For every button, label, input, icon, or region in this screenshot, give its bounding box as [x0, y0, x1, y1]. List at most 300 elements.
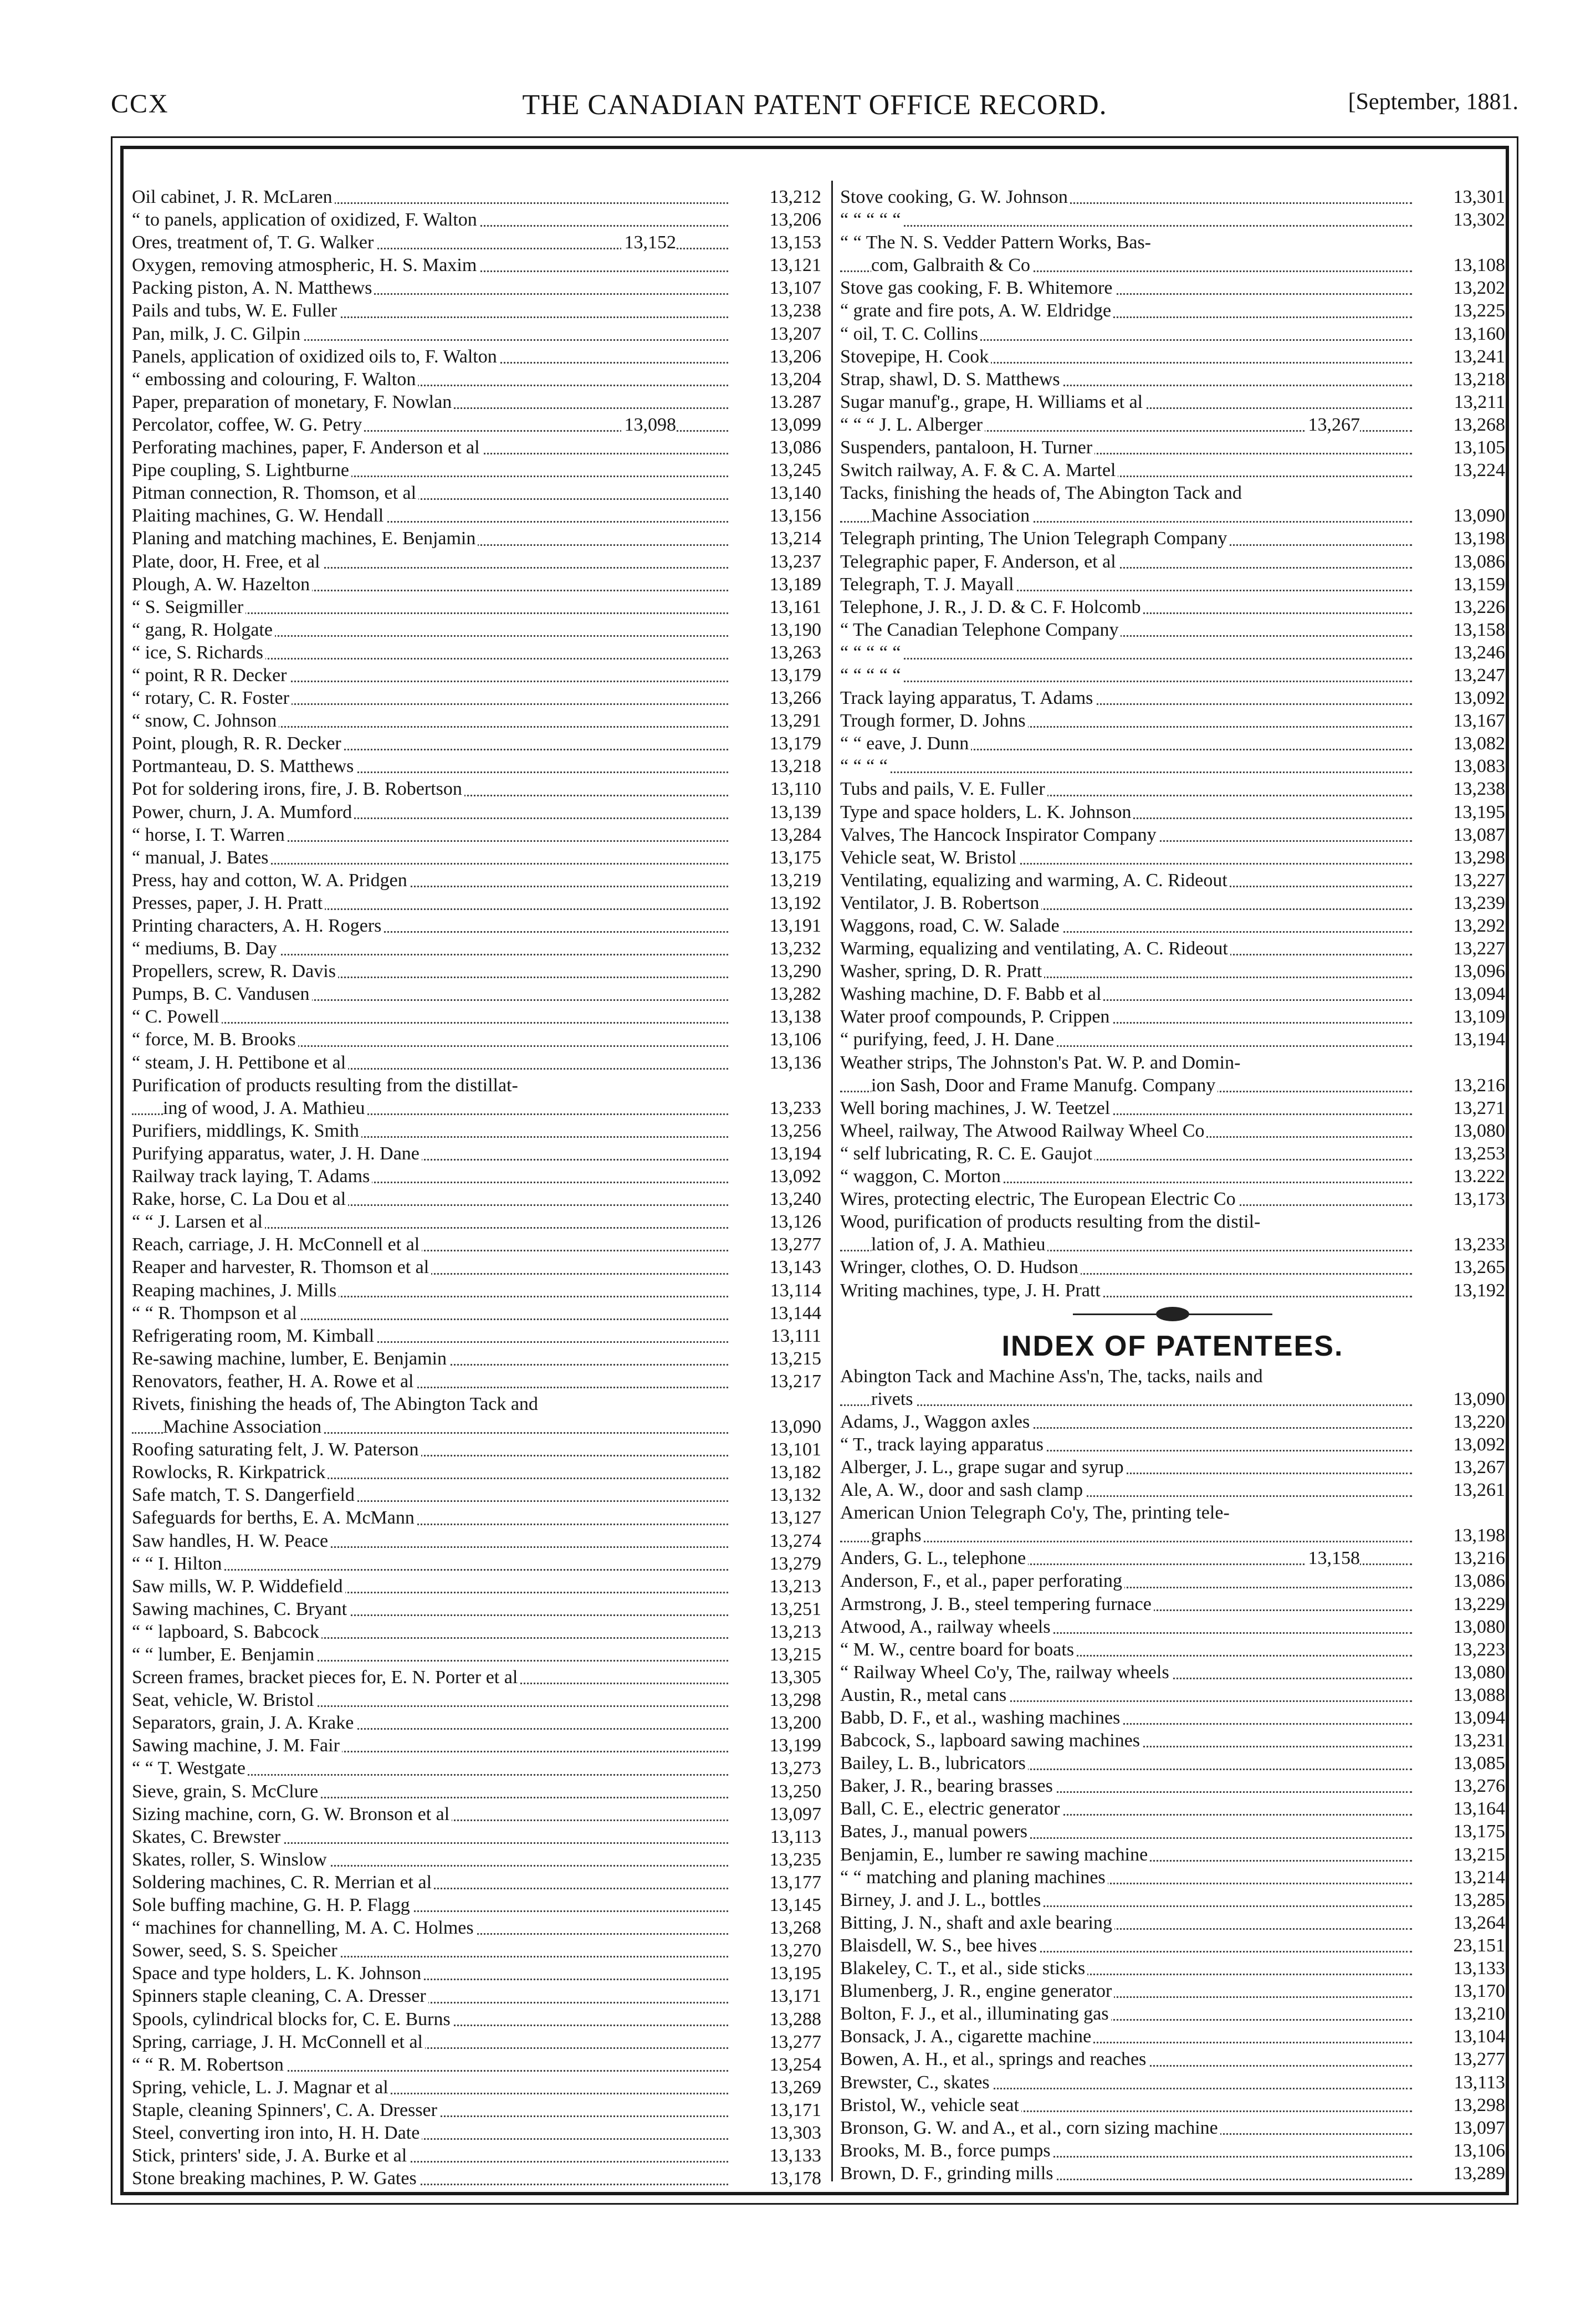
entry-text: Baker, J. R., bearing brasses — [840, 1776, 1055, 1796]
entry-text: Skates, roller, S. Winslow — [132, 1849, 329, 1870]
dot-leader — [840, 1541, 1412, 1542]
patent-number: 13,202 — [1416, 277, 1505, 299]
index-entry — [132, 369, 821, 391]
entry-text: “ point, R R. Decker — [132, 665, 289, 686]
index-entry — [132, 1393, 821, 1416]
index-entry — [840, 1479, 1505, 1502]
patent-number: 13,145 — [733, 1894, 821, 1916]
entry-text: Stick, printers' side, J. A. Burke et al — [132, 2145, 409, 2166]
dot-leader — [840, 771, 1412, 773]
patent-number: 13,282 — [733, 983, 821, 1005]
entry-text: “ rotary, C. R. Foster — [132, 688, 291, 708]
patent-number: 13,087 — [1416, 824, 1505, 846]
entry-text: Alberger, J. L., grape sugar and syrup — [840, 1457, 1126, 1478]
patent-number: 13,241 — [1416, 346, 1505, 368]
index-entry — [132, 1644, 821, 1667]
patent-number: 13,195 — [733, 1962, 821, 1985]
index-entry — [132, 824, 821, 847]
index-entry — [132, 1917, 821, 1940]
entry-extra-number: 13,158 — [1305, 1547, 1360, 1570]
patent-number: 13,097 — [1416, 2117, 1505, 2139]
patent-number: 13,096 — [1416, 960, 1505, 983]
patent-number: 13,247 — [1416, 665, 1505, 687]
patent-number: 13,206 — [733, 209, 821, 231]
entry-text: lation of, J. A. Mathieu — [871, 1234, 1047, 1255]
patent-number: 13,215 — [733, 1644, 821, 1666]
index-entry — [132, 437, 821, 459]
patent-number: 13,250 — [733, 1781, 821, 1803]
patent-number: 13,277 — [1416, 2048, 1505, 2071]
entry-text: Pan, milk, J. C. Gilpin — [132, 324, 303, 344]
entry-text: Railway track laying, T. Adams — [132, 1166, 372, 1187]
patent-number: 13,289 — [1416, 2163, 1505, 2185]
index-entry — [132, 960, 821, 983]
entry-text: “ waggon, C. Morton — [840, 1166, 1003, 1187]
entry-text: Brooks, M. B., force pumps — [840, 2140, 1053, 2161]
index-entry — [840, 983, 1505, 1006]
patent-number: 13,264 — [1416, 1912, 1505, 1934]
index-entry — [132, 1166, 821, 1188]
patent-number: 13,266 — [733, 687, 821, 709]
index-entry — [132, 1985, 821, 2008]
entry-text: Screen frames, bracket pieces for, E. N. Porter et al — [132, 1667, 520, 1688]
index-entry — [840, 1052, 1505, 1075]
index-entry — [132, 277, 821, 300]
index-entry — [840, 1525, 1505, 1547]
index-entry — [132, 642, 821, 665]
entry-text: Packing piston, A. N. Matthews — [132, 278, 374, 298]
entry-text: Reaping machines, J. Mills — [132, 1280, 339, 1301]
entry-text: Rowlocks, R. Kirkpatrick — [132, 1462, 328, 1483]
index-entry — [132, 300, 821, 323]
entry-text: “ grate and fire pots, A. W. Eldridge — [840, 300, 1113, 321]
index-entry — [132, 209, 821, 232]
index-entry — [840, 1097, 1505, 1120]
entry-text: Sawing machines, C. Bryant — [132, 1599, 349, 1619]
entry-text: “ “ The N. S. Vedder Pattern Works, Bas- — [840, 232, 1153, 253]
patent-number: 13,113 — [733, 1826, 821, 1848]
entry-extra-number: 13,098 — [621, 414, 677, 436]
entry-text: Pot for soldering irons, fire, J. B. Robertson — [132, 779, 464, 799]
entry-text: Rake, horse, C. La Dou et al — [132, 1189, 348, 1209]
entry-text: “ steam, J. H. Pettibone et al — [132, 1052, 348, 1073]
index-entry — [840, 1844, 1505, 1867]
patent-number: 13,213 — [733, 1621, 821, 1643]
entry-text: “ T., track laying apparatus — [840, 1434, 1046, 1455]
index-entry — [132, 1006, 821, 1029]
entry-text: Refrigerating room, M. Kimball — [132, 1326, 376, 1346]
index-entry — [132, 1849, 821, 1872]
entry-text: Saw handles, H. W. Peace — [132, 1531, 330, 1551]
index-entry — [840, 1593, 1505, 1616]
entry-text: “ M. W., centre board for boats — [840, 1639, 1076, 1660]
index-entry — [840, 710, 1505, 733]
index-entry — [840, 391, 1505, 414]
index-entry — [132, 1962, 821, 1985]
index-entry — [840, 1912, 1505, 1935]
index-entry — [840, 755, 1505, 778]
entry-text: Sieve, grain, S. McClure — [132, 1781, 320, 1802]
patent-number: 13,292 — [1416, 915, 1505, 937]
patent-number: 13,298 — [1416, 2094, 1505, 2117]
patent-number: 13,235 — [733, 1849, 821, 1871]
index-entry — [132, 938, 821, 960]
index-entry — [840, 2003, 1505, 2026]
entry-text: Presses, paper, J. H. Pratt — [132, 893, 325, 913]
index-entry — [132, 1075, 821, 1097]
patent-number: 13,199 — [733, 1735, 821, 1757]
index-entry — [840, 1980, 1505, 2003]
patent-number: 13,238 — [733, 300, 821, 322]
patent-number: 13,218 — [1416, 369, 1505, 391]
entry-text: Plate, door, H. Free, et al — [132, 551, 323, 572]
patent-number: 13,136 — [733, 1052, 821, 1074]
index-entry — [132, 232, 821, 254]
entry-text: “ self lubricating, R. C. E. Gaujot — [840, 1143, 1094, 1164]
patent-number: 13,086 — [1416, 551, 1505, 573]
patent-number: 13,256 — [733, 1120, 821, 1142]
entry-text: Babb, D. F., et al., washing machines — [840, 1708, 1122, 1728]
patent-number: 13,284 — [733, 824, 821, 846]
entry-extra-number: 13,267 — [1305, 414, 1360, 436]
patentees-index — [840, 1366, 1505, 2185]
patent-number: 13,080 — [1416, 1120, 1505, 1142]
index-entry — [840, 687, 1505, 710]
entry-text: Anderson, F., et al., paper perforating — [840, 1571, 1124, 1591]
ornament-divider — [840, 1302, 1505, 1327]
patent-number: 13,143 — [733, 1256, 821, 1279]
entry-text: “ “ “ “ “ — [840, 209, 903, 230]
index-entry — [840, 596, 1505, 619]
index-entry — [132, 1097, 821, 1120]
entry-text: Strap, shawl, D. S. Matthews — [840, 369, 1062, 390]
patent-number: 13,211 — [1416, 391, 1505, 413]
index-entry — [840, 1120, 1505, 1143]
patent-number: 13.287 — [733, 391, 821, 413]
index-entry — [132, 574, 821, 596]
entry-text: Bronson, G. W. and A., et al., corn sizing machine — [840, 2118, 1220, 2138]
entry-text: “ The Canadian Telephone Company — [840, 620, 1121, 640]
right-column-index — [840, 186, 1505, 1302]
patent-number: 13,269 — [733, 2077, 821, 2099]
entry-text: Propellers, screw, R. Davis — [132, 961, 338, 982]
patent-number: 13,204 — [733, 369, 821, 391]
entry-text: Telegraph printing, The Union Telegraph Company — [840, 528, 1229, 549]
entry-text: Stove gas cooking, F. B. Whitemore — [840, 278, 1115, 298]
index-entry — [132, 323, 821, 346]
entry-text: Portmanteau, D. S. Matthews — [132, 756, 356, 776]
entry-text: Brewster, C., skates — [840, 2072, 992, 2093]
patent-number: 13,227 — [1416, 938, 1505, 960]
patent-number: 13,231 — [1416, 1730, 1505, 1752]
entry-text: Valves, The Hancock Inspirator Company — [840, 825, 1159, 845]
entry-text: Plough, A. W. Hazelton — [132, 574, 312, 595]
patent-number: 13,127 — [733, 1507, 821, 1529]
index-entry — [840, 254, 1505, 277]
index-entry — [840, 915, 1505, 938]
patent-number: 13,263 — [733, 642, 821, 664]
index-entry — [132, 1302, 821, 1325]
patent-number: 13,212 — [733, 186, 821, 208]
patent-number: 13,140 — [733, 482, 821, 504]
patent-number: 13,285 — [1416, 1889, 1505, 1911]
patent-number: 13,082 — [1416, 733, 1505, 755]
patent-number: 13,215 — [1416, 1844, 1505, 1866]
entry-text: Purifying apparatus, water, J. H. Dane — [132, 1143, 422, 1164]
patent-number: 13,105 — [1416, 437, 1505, 459]
entry-text: “ “ J. Larsen et al — [132, 1212, 265, 1232]
patent-number: 13,195 — [1416, 801, 1505, 824]
index-entry — [132, 1052, 821, 1075]
patent-number: 13,274 — [733, 1530, 821, 1552]
patent-number: 13,261 — [1416, 1479, 1505, 1501]
entry-text: Purification of products resulting from the distillat- — [132, 1075, 520, 1096]
entry-text: Adams, J., Waggon axles — [840, 1412, 1032, 1432]
entry-text: Sole buffing machine, G. H. P. Flagg — [132, 1895, 412, 1915]
patent-number: 13,218 — [733, 755, 821, 778]
index-entry — [132, 687, 821, 710]
patent-number: 13,276 — [1416, 1775, 1505, 1797]
patent-number: 13,267 — [1416, 1456, 1505, 1479]
index-entry — [840, 1935, 1505, 1957]
index-entry — [840, 551, 1505, 574]
patent-number: 13,239 — [1416, 892, 1505, 914]
patent-number: 13,305 — [733, 1667, 821, 1689]
entry-text: Telephone, J. R., J. D. & C. F. Holcomb — [840, 597, 1143, 617]
patent-number: 13,121 — [733, 254, 821, 277]
patent-number: 13,198 — [1416, 1525, 1505, 1547]
patent-number: 13,090 — [1416, 1388, 1505, 1410]
patent-number: 23,151 — [1416, 1935, 1505, 1957]
entry-text: ion Sash, Door and Frame Manufg. Company — [871, 1075, 1218, 1096]
patent-number: 13,107 — [733, 277, 821, 299]
index-entry — [840, 1889, 1505, 1912]
entry-text: Tacks, finishing the heads of, The Abington Tack and — [840, 483, 1244, 503]
index-entry — [132, 778, 821, 801]
index-entry — [840, 1616, 1505, 1639]
patent-number: 13,086 — [733, 437, 821, 459]
patent-number: 13,232 — [733, 938, 821, 960]
index-entry — [840, 232, 1505, 254]
index-entry — [132, 596, 821, 619]
entry-text: Bowen, A. H., et al., springs and reaches — [840, 2049, 1148, 2069]
index-entry — [132, 710, 821, 733]
index-entry — [132, 755, 821, 778]
entry-text: Washer, spring, D. R. Pratt — [840, 961, 1044, 982]
index-entry — [840, 1411, 1505, 1434]
index-entry — [840, 778, 1505, 801]
patent-number: 13,217 — [733, 1371, 821, 1393]
patent-number: 13,226 — [1416, 596, 1505, 619]
patent-number: 13,161 — [733, 596, 821, 619]
index-entry — [840, 323, 1505, 346]
index-entry — [840, 1684, 1505, 1707]
patent-number: 13,144 — [733, 1302, 821, 1325]
index-entry — [840, 1188, 1505, 1211]
entry-text: Babcock, S., lapboard sawing machines — [840, 1730, 1142, 1751]
patent-number: 13,175 — [1416, 1821, 1505, 1843]
index-entry — [132, 482, 821, 505]
index-entry — [132, 2077, 821, 2099]
index-entry — [840, 824, 1505, 847]
entry-text: Pipe coupling, S. Lightburne — [132, 460, 351, 481]
index-entry — [840, 1211, 1505, 1234]
patent-number: 13,090 — [1416, 505, 1505, 527]
patent-number: 13,083 — [1416, 755, 1505, 778]
index-entry — [132, 1530, 821, 1553]
patent-number: 13,246 — [1416, 642, 1505, 664]
index-entry — [840, 1166, 1505, 1188]
patent-number: 13,290 — [733, 960, 821, 983]
index-entry — [132, 1826, 821, 1849]
index-entry — [840, 459, 1505, 482]
patent-number: 13,192 — [1416, 1280, 1505, 1302]
entry-text: graphs — [871, 1525, 924, 1546]
patent-number: 13,229 — [1416, 1593, 1505, 1616]
patent-number: 13,302 — [1416, 209, 1505, 231]
index-entry — [132, 1461, 821, 1484]
patent-number: 13,159 — [1416, 574, 1505, 596]
patent-number: 13,216 — [1416, 1075, 1505, 1097]
index-entry — [840, 892, 1505, 915]
publication-title: THE CANADIAN PATENT OFFICE RECORD. — [522, 89, 1107, 121]
entry-text: Trough former, D. Johns — [840, 711, 1028, 731]
index-entry — [132, 1256, 821, 1279]
index-entry — [132, 2008, 821, 2031]
index-entry — [132, 847, 821, 870]
entry-text: Oxygen, removing atmospheric, H. S. Maxim — [132, 255, 479, 275]
index-entry — [840, 1006, 1505, 1029]
index-entry — [132, 2145, 821, 2168]
entry-text: Press, hay and cotton, W. A. Pridgen — [132, 870, 410, 891]
dot-leader — [840, 658, 1412, 660]
index-entry — [840, 209, 1505, 232]
patent-number: 13,175 — [733, 847, 821, 869]
entry-text: Atwood, A., railway wheels — [840, 1617, 1053, 1637]
patent-number: 13,233 — [733, 1097, 821, 1120]
index-entry — [840, 847, 1505, 870]
entry-text: Vehicle seat, W. Bristol — [840, 847, 1019, 868]
index-entry — [132, 1211, 821, 1234]
index-entry — [132, 1325, 821, 1348]
patent-number: 13,167 — [1416, 710, 1505, 732]
right-column — [840, 186, 1505, 2185]
index-entry — [840, 801, 1505, 824]
index-entry — [132, 1143, 821, 1166]
patent-number: 13,106 — [733, 1029, 821, 1051]
entry-text: Stove cooking, G. W. Johnson — [840, 187, 1070, 207]
entry-extra-number: 13,152 — [621, 232, 677, 254]
index-entry — [840, 619, 1505, 642]
patent-number: 13,088 — [1416, 1684, 1505, 1706]
patent-number: 13,109 — [1416, 1006, 1505, 1028]
patent-number: 13,106 — [1416, 2140, 1505, 2162]
index-entry — [132, 1667, 821, 1689]
entry-text: Purifiers, middlings, K. Smith — [132, 1121, 361, 1141]
patent-number: 13,268 — [733, 1917, 821, 1939]
entry-text: “ “ “ “ “ — [840, 642, 903, 663]
patent-number: 13,101 — [733, 1439, 821, 1461]
entry-text: “ ice, S. Richards — [132, 642, 265, 663]
index-entry — [840, 1256, 1505, 1279]
patent-number: 13,133 — [1416, 1957, 1505, 1980]
entry-text: com, Galbraith & Co — [871, 255, 1032, 275]
entry-text: Stone breaking machines, P. W. Gates — [132, 2168, 419, 2189]
index-entry — [840, 277, 1505, 300]
entry-text: “ force, M. B. Brooks — [132, 1029, 298, 1050]
entry-text: Sawing machine, J. M. Fair — [132, 1735, 342, 1756]
patent-number: 13,189 — [733, 574, 821, 596]
entry-text: “ “ lapboard, S. Babcock — [132, 1622, 321, 1642]
entry-text: Panels, application of oxidized oils to, F. Walton — [132, 346, 499, 367]
index-entry — [840, 2094, 1505, 2117]
patent-number: 13,214 — [733, 528, 821, 550]
entry-text: Oil cabinet, J. R. McLaren — [132, 187, 335, 207]
index-entry — [132, 1234, 821, 1256]
patent-number: 13,164 — [1416, 1798, 1505, 1820]
index-entry — [840, 1366, 1505, 1388]
entry-text: Weather strips, The Johnston's Pat. W. P. and Domin- — [840, 1052, 1242, 1073]
entry-text: “ oil, T. C. Collins — [840, 324, 980, 344]
patent-number: 13,114 — [733, 1280, 821, 1302]
index-entry — [132, 346, 821, 369]
entry-text: Staple, cleaning Spinners', C. A. Dresser — [132, 2100, 439, 2120]
index-entry — [132, 1621, 821, 1644]
index-entry — [840, 2048, 1505, 2071]
page-number: CCX — [111, 89, 169, 119]
patent-number: 13,179 — [733, 733, 821, 755]
entry-text: Well boring machines, J. W. Teetzel — [840, 1098, 1112, 1118]
patent-number: 13,171 — [733, 1985, 821, 2007]
index-entry — [132, 1280, 821, 1302]
patent-number: 13,215 — [733, 1348, 821, 1370]
index-entry — [840, 1075, 1505, 1097]
entry-text: “ snow, C. Johnson — [132, 711, 279, 731]
index-entry — [840, 1730, 1505, 1752]
index-entry — [132, 1439, 821, 1461]
entry-text: Skates, C. Brewster — [132, 1827, 283, 1847]
entry-text: Wood, purification of products resulting from the distil- — [840, 1212, 1262, 1232]
index-entry — [840, 1752, 1505, 1775]
entry-text: Re-sawing machine, lumber, E. Benjamin — [132, 1348, 449, 1369]
index-entry — [840, 300, 1505, 323]
index-entry — [840, 2117, 1505, 2140]
patent-number: 13,092 — [1416, 687, 1505, 709]
index-entry — [840, 642, 1505, 665]
entry-text: “ machines for channelling, M. A. C. Holmes — [132, 1918, 476, 1938]
index-entry — [840, 574, 1505, 596]
index-entry — [840, 1775, 1505, 1798]
patent-number: 13,090 — [733, 1416, 821, 1438]
patent-number: 13,192 — [733, 892, 821, 914]
patent-number: 13,092 — [733, 1166, 821, 1188]
index-entry — [132, 665, 821, 687]
patent-number: 13,213 — [733, 1576, 821, 1598]
index-entry — [132, 915, 821, 938]
entry-text: Blaisdell, W. S., bee hives — [840, 1935, 1039, 1956]
entry-text: Switch railway, A. F. & C. A. Martel — [840, 460, 1118, 481]
entry-text: “ S. Seigmiller — [132, 597, 245, 617]
index-entry — [840, 1234, 1505, 1256]
column-divider — [831, 181, 833, 2181]
entry-text: Space and type holders, L. K. Johnson — [132, 1963, 423, 1984]
index-entry — [132, 1940, 821, 1962]
dot-leader — [840, 681, 1412, 682]
index-entry — [840, 1957, 1505, 1980]
entry-text: Wheel, railway, The Atwood Railway Wheel Co — [840, 1121, 1206, 1141]
index-entry — [132, 1188, 821, 1211]
index-entry — [840, 1388, 1505, 1411]
